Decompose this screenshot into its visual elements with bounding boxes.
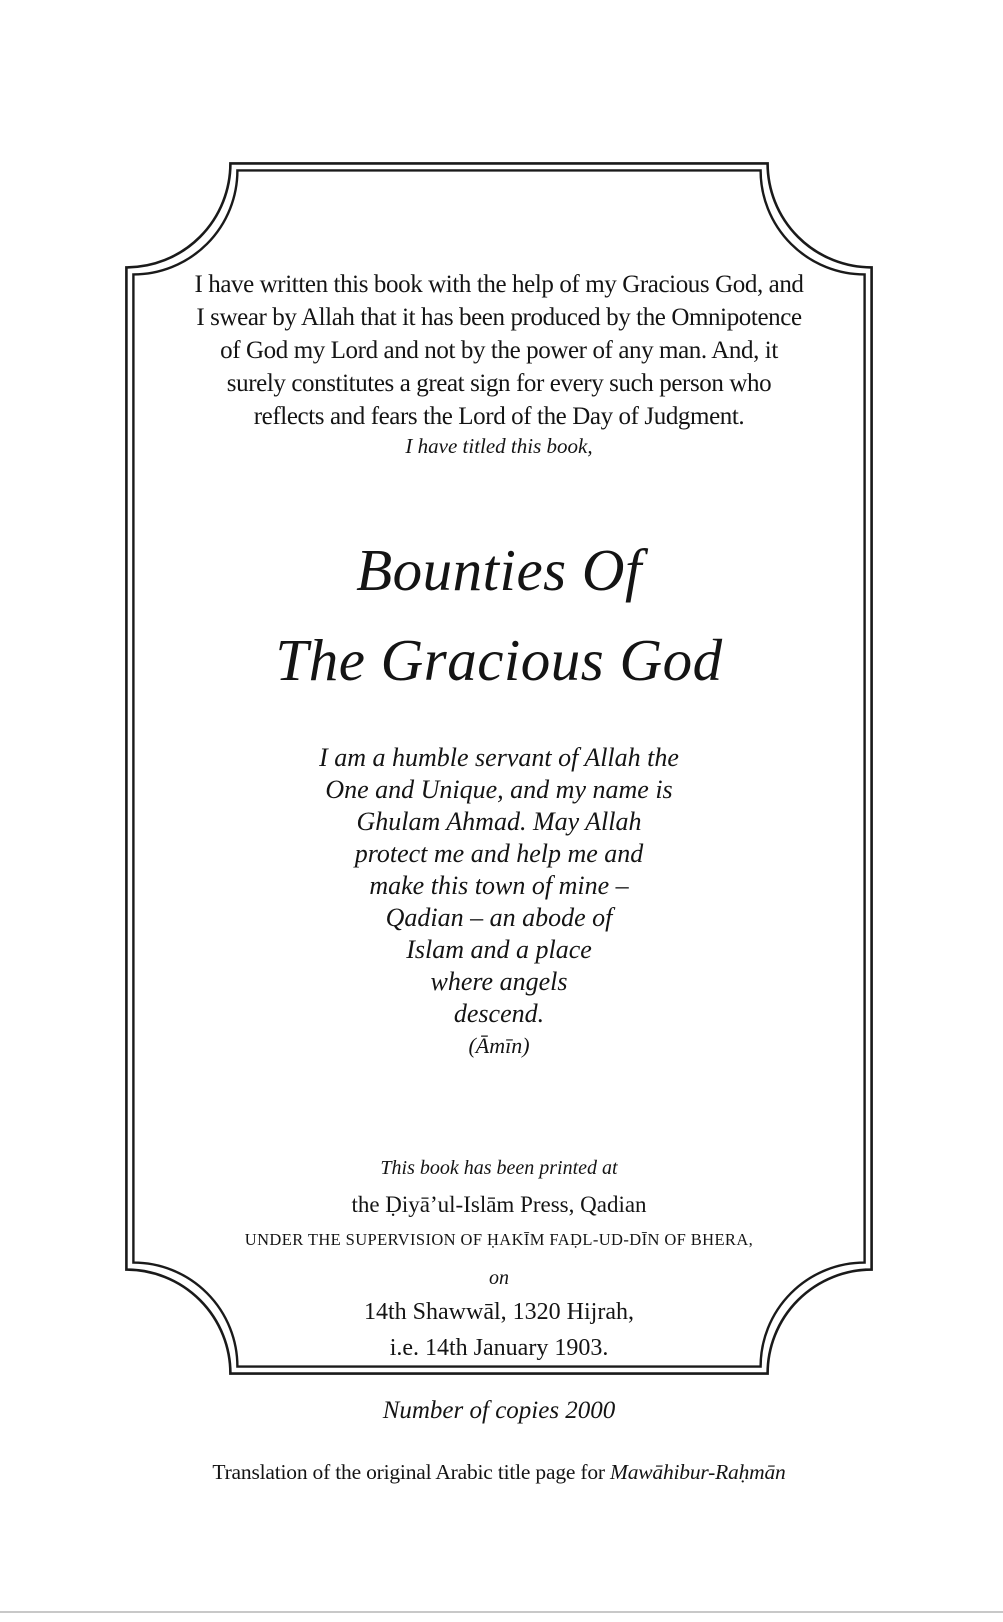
copies-line (126, 1396, 872, 1426)
oath-line: surely constitutes a great sign for every such person who (226, 370, 772, 397)
dedication-line: protect me and help me and (354, 839, 644, 868)
printed-at-text: This book has been printed at (380, 1157, 618, 1179)
translation-caption (126, 1458, 872, 1486)
book-title-line-1: Bounties Of (356, 537, 642, 603)
dedication-line: make this town of mine – (369, 871, 629, 900)
hijri-date-line (126, 1297, 872, 1327)
translation-caption-book-title: Mawāhibur-Raḥmān (610, 1460, 786, 1484)
supervision-line (126, 1228, 872, 1252)
oath-line: I swear by Allah that it has been produced by the Omnipotence (196, 304, 802, 331)
oath-paragraph (126, 268, 872, 433)
gregorian-date-text: i.e. 14th January 1903. (389, 1335, 609, 1361)
amin-text: (Āmīn) (468, 1033, 530, 1058)
titled-this-book-line (126, 431, 872, 461)
oath-line: I have written this book with the help of my Gracious God, and (194, 271, 804, 298)
hijri-date-text: 14th Shawwāl, 1320 Hijrah, (364, 1299, 634, 1325)
gregorian-date-line (126, 1333, 872, 1363)
dedication-line: Qadian – an abode of (385, 903, 613, 932)
printed-at-line (126, 1154, 872, 1182)
dedication-line: Islam and a place (406, 935, 592, 964)
oath-line: reflects and fears the Lord of the Day of Judgment. (253, 403, 745, 430)
dedication-line: I am a humble servant of Allah the (319, 743, 679, 772)
copies-text: Number of copies 2000 (382, 1397, 616, 1424)
on-text: on (489, 1267, 509, 1289)
translation-caption-text (126, 1458, 872, 1486)
book-title (126, 525, 872, 705)
press-text: the Ḍiyā’ul-Islām Press, Qadian (351, 1192, 647, 1217)
page-bottom-divider (0, 1611, 1003, 1613)
translation-caption-prefix: Translation of the original Arabic title page for (212, 1460, 611, 1484)
supervision-text: UNDER THE SUPERVISION OF ḤAKĪM FAḌL-UD-DĪN OF BHERA, (244, 1230, 754, 1249)
amin-line (126, 1031, 872, 1061)
book-title-line-2: The Gracious God (275, 627, 723, 693)
oath-line: of God my Lord and not by the power of any man. And, it (220, 337, 778, 364)
dedication-line: One and Unique, and my name is (325, 775, 673, 804)
dedication-line: Ghulam Ahmad. May Allah (356, 807, 642, 836)
dedication-line: where angels (430, 967, 568, 996)
on-line (126, 1264, 872, 1292)
dedication-verse (126, 742, 872, 1030)
titled-this-book-text: I have titled this book, (405, 434, 593, 458)
press-line (126, 1190, 872, 1220)
dedication-line: descend. (453, 999, 545, 1028)
